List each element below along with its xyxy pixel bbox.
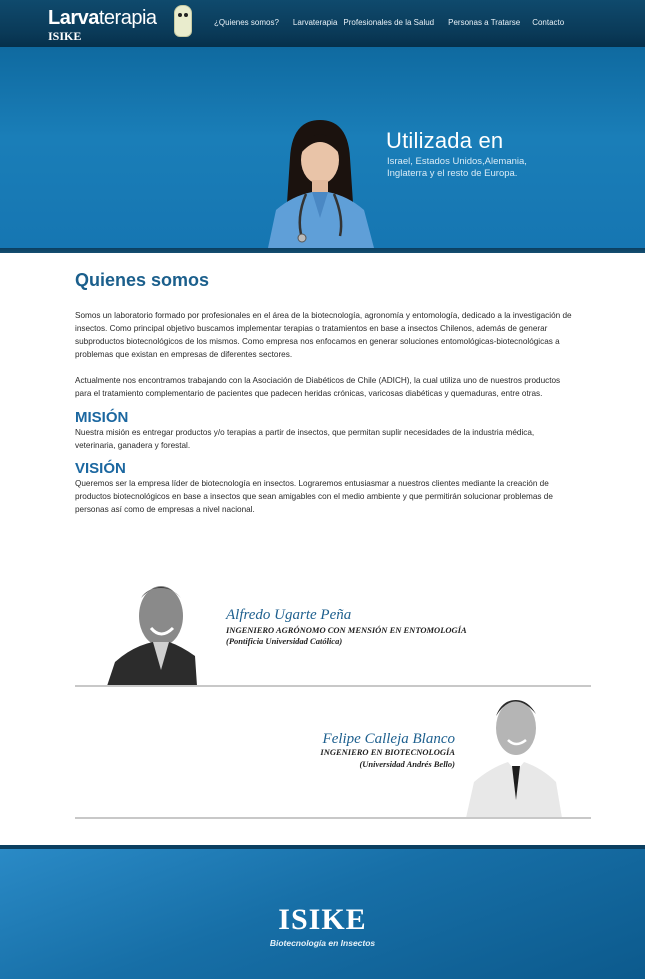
main-menu <box>214 18 564 27</box>
team-photo-2 <box>462 690 562 818</box>
hero-title: Utilizada en <box>386 128 504 153</box>
nav-item-larvaterapia[interactable]: Larvaterapia <box>292 18 338 27</box>
team-role-2: INGENIERO EN BIOTECNOLOGÍA <box>320 747 455 757</box>
logo-subtitle: ISIKE <box>48 29 82 43</box>
footer-subtitle: Biotecnología en Insectos <box>269 938 376 948</box>
team-divider-2 <box>75 817 591 819</box>
mision-title: MISIÓN <box>75 409 129 426</box>
mision-text: Nuestra misión es entregar productos y/o terapias a partir de insectos, que permitan suplir necesidades de la industria médica, veterinaria, ganadera y forestal. <box>75 428 535 450</box>
nav-item-personas[interactable]: Personas a Tratarse <box>448 18 521 27</box>
team-name-1: Alfredo Ugarte Peña <box>226 607 352 623</box>
hero-bottom-rule <box>0 248 645 253</box>
vision-text: Queremos ser la empresa líder de biotecnología en insectos. Lograremos entusiasmar a nuestros clientes mediante la creación de productos biotecnológicos en base a insectos que sean amigables con el medio ambiente y que permitirán solucionar problemas de personas así como de empresas a nivel nacional. <box>75 479 553 514</box>
team-institution-1: (Pontificia Universidad Católica) <box>226 636 343 646</box>
hero-line-2: Inglaterra y el resto de Europa. <box>387 168 518 179</box>
nav-item-profesionales[interactable]: Profesionales de la Salud <box>343 18 435 27</box>
page-title: Quienes somos <box>75 270 210 290</box>
about-paragraph-1: Somos un laboratorio formado por profesionales en el área de la biotecnología, agronomía y entomología, dedicado a la investigación de insectos. Como principal objetivo buscamos implementar terapias o tratamientos en base a insectos Chilenos, además de generar subproductos biotecnológicos de los mismos. Como empresa nos enfocamos en generar soluciones entomológicas-biotecnológicas a problemas que existan en empresas de diferentes sectores. <box>75 311 572 359</box>
team-role-1: INGENIERO AGRÓNOMO CON MENSIÓN EN ENTOMOLOGÍA <box>226 625 467 635</box>
vision-title: VISIÓN <box>75 460 126 477</box>
larva-mascot-icon <box>174 5 192 37</box>
team-institution-2: (Universidad Andrés Bello) <box>359 759 455 769</box>
main-content <box>75 270 575 516</box>
nav-item-contacto[interactable]: Contacto <box>532 18 565 27</box>
doctor-photo <box>262 118 378 248</box>
top-nav-bar <box>0 0 645 47</box>
team-name-2: Felipe Calleja Blanco <box>322 731 455 747</box>
footer-logo: ISIKE <box>278 903 367 936</box>
nav-item-quienes-somos[interactable]: ¿Quienes somos? <box>214 18 279 27</box>
hero-line-1: Israel, Estados Unidos,Alemania, <box>387 156 527 167</box>
team-divider-1 <box>75 685 591 687</box>
hero-text <box>387 156 527 180</box>
team-photo-1 <box>107 580 197 686</box>
about-paragraph-2: Actualmente nos encontramos trabajando con la Asociación de Diabéticos de Chile (ADICH), la cual utiliza uno de nuestros productos para el tratamiento complementario de pacientes que padecen heridas crónicas, varicosas diabéticas y quemaduras, entre otras. <box>75 376 561 398</box>
site-logo[interactable] <box>48 7 157 42</box>
logo-name: Larvaterapia <box>48 7 157 29</box>
